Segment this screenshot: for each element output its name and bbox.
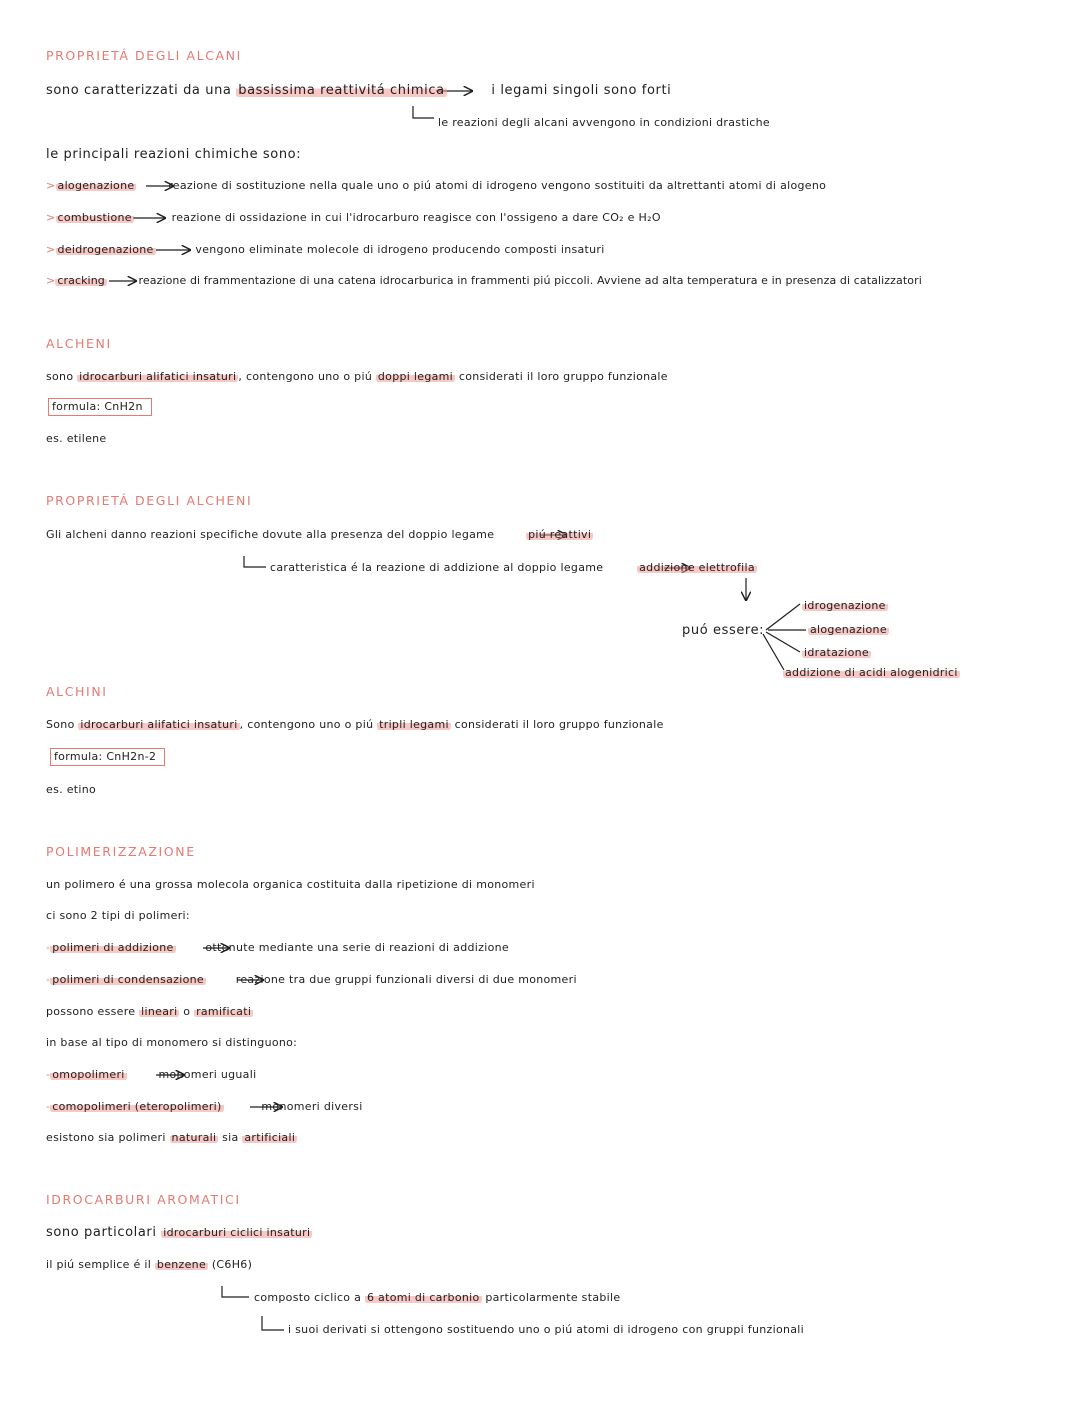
alchini-definition xyxy=(46,716,664,734)
text: , contengono uno o piú xyxy=(239,718,374,731)
text: vengono eliminate molecole di idrogeno producendo composti insaturi xyxy=(195,243,605,256)
reaction-deidrogenazione xyxy=(46,241,605,259)
benzene-sub xyxy=(254,1289,620,1307)
aromatici-definition xyxy=(46,1224,312,1242)
sub-arrow xyxy=(222,1286,249,1297)
text: sono particolari xyxy=(46,1225,157,1240)
prop-alcheni-sub xyxy=(270,559,757,577)
highlight: polimeri di condensazione xyxy=(52,973,204,986)
highlight: artificiali xyxy=(244,1131,296,1144)
highlight: omopolimeri xyxy=(52,1068,125,1081)
alcheni-example: es. etilene xyxy=(46,432,107,445)
polimeri-addizione xyxy=(46,939,509,957)
highlight: alogenazione xyxy=(57,179,135,192)
bullet: - xyxy=(46,1068,51,1081)
bullet: > xyxy=(46,274,56,287)
text: considerati il loro gruppo funzionale xyxy=(458,370,668,383)
sub-arrow xyxy=(244,556,266,567)
sub-arrow xyxy=(262,1316,284,1330)
text: monomeri diversi xyxy=(261,1100,363,1113)
highlight: polimeri di addizione xyxy=(52,941,174,954)
highlight: addizione elettrofila xyxy=(639,561,755,574)
highlight: lineari xyxy=(141,1005,178,1018)
section-title-polimerizzazione: POLIMERIZZAZIONE xyxy=(46,844,196,859)
text: sono caratterizzati da una xyxy=(46,83,232,98)
section-title-prop-alcheni: PROPRIETÁ DEGLI ALCHENI xyxy=(46,493,253,508)
type-item xyxy=(808,621,889,639)
branch-line xyxy=(766,604,800,630)
text: possono essere xyxy=(46,1005,136,1018)
section-title-alcheni: ALCHENI xyxy=(46,336,112,351)
text: caratteristica é la reazione di addizione al doppio legame xyxy=(270,561,604,574)
text: considerati il loro gruppo funzionale xyxy=(454,718,664,731)
highlight: addizione di acidi alogenidrici xyxy=(785,666,958,679)
text: il piú semplice é il xyxy=(46,1258,152,1271)
text: sono xyxy=(46,370,74,383)
polimeri-origin xyxy=(46,1129,297,1147)
highlight: naturali xyxy=(171,1131,217,1144)
highlight: bassissima reattivitá chimica xyxy=(238,83,445,98)
highlight: tripli legami xyxy=(379,718,449,731)
text: reazione di sostituzione nella quale uno o piú atomi di idrogeno vengono sostituiti da altrettanti atomi di alogeno xyxy=(168,179,827,192)
highlight: alogenazione xyxy=(810,623,887,636)
section-title-aromatici: IDROCARBURI AROMATICI xyxy=(46,1192,241,1207)
highlight: idratazione xyxy=(804,646,869,659)
text: Sono xyxy=(46,718,75,731)
highlight: cracking xyxy=(57,274,105,287)
bullet: > xyxy=(46,211,56,224)
comopolimeri xyxy=(46,1098,363,1116)
type-item xyxy=(802,597,888,615)
highlight: idrocarburi ciclici insaturi xyxy=(163,1226,311,1239)
text: reazione tra due gruppi funzionali diversi di due monomeri xyxy=(235,973,577,986)
bullet: - xyxy=(46,1100,51,1113)
reaction-cracking xyxy=(46,272,922,290)
section-title-alchini: ALCHINI xyxy=(46,684,108,699)
highlight: deidrogenazione xyxy=(57,243,154,256)
text: esistono sia polimeri xyxy=(46,1131,166,1144)
polimeri-condensazione xyxy=(46,971,577,989)
alcheni-formula xyxy=(48,398,152,416)
alchini-example: es. etino xyxy=(46,783,97,796)
text: o xyxy=(183,1005,191,1018)
monomero-intro: in base al tipo di monomero si distinguono: xyxy=(46,1036,298,1049)
alchini-formula xyxy=(50,748,165,766)
reactions-intro: le principali reazioni chimiche sono: xyxy=(46,147,302,162)
text: sia xyxy=(222,1131,239,1144)
reaction-combustione xyxy=(46,209,661,227)
type-item xyxy=(783,664,960,682)
benzene-line xyxy=(46,1256,252,1274)
derivati-line: i suoi derivati si ottengono sostituendo uno o piú atomi di idrogeno con gruppi funzionali xyxy=(288,1323,804,1336)
text: particolarmente stabile xyxy=(485,1291,621,1304)
formula-box: formula: CnH2n xyxy=(48,398,152,416)
highlight: ramificati xyxy=(196,1005,252,1018)
text: ottenute mediante una serie di reazioni di addizione xyxy=(205,941,509,954)
can-be-label: puó essere: xyxy=(682,623,765,638)
highlight: idrogenazione xyxy=(804,599,886,612)
bullet: > xyxy=(46,243,56,256)
sub-arrow xyxy=(413,106,434,118)
highlight: idrocarburi alifatici insaturi xyxy=(80,718,238,731)
polimero-definition: un polimero é una grossa molecola organica costituita dalla ripetizione di monomeri xyxy=(46,878,535,891)
bullet: - xyxy=(46,973,51,986)
bullet: > xyxy=(46,179,56,192)
alcheni-definition xyxy=(46,368,668,386)
text: reazione di ossidazione in cui l'idrocarburo reagisce con l'ossigeno a dare CO₂ e H₂O xyxy=(171,211,661,224)
formula-box: formula: CnH2n-2 xyxy=(50,748,165,766)
polimeri-shape xyxy=(46,1003,253,1021)
highlight: idrocarburi alifatici insaturi xyxy=(79,370,237,383)
text: i legami singoli sono forti xyxy=(491,83,672,98)
omopolimeri xyxy=(46,1066,256,1084)
text: composto ciclico a xyxy=(254,1291,362,1304)
text: , contengono uno o piú xyxy=(238,370,373,383)
highlight: 6 atomi di carbonio xyxy=(366,1291,480,1304)
text: (C6H6) xyxy=(211,1258,253,1271)
text: reazione di frammentazione di una catena idrocarburica in frammenti piú piccoli. Avviene ad alta temperatura e in presenza di catalizzatori xyxy=(138,274,922,287)
prop-alcheni-line xyxy=(46,526,593,544)
highlight: doppi legami xyxy=(377,370,454,383)
bullet: - xyxy=(46,941,51,954)
type-item xyxy=(802,644,871,662)
branch-line xyxy=(763,634,784,670)
alcani-intro xyxy=(46,82,671,100)
text: monomeri uguali xyxy=(158,1068,257,1081)
text: Gli alcheni danno reazioni specifiche dovute alla presenza del doppio legame xyxy=(46,528,495,541)
highlight: piú reattivi xyxy=(528,528,592,541)
alcani-intro-sub: le reazioni degli alcani avvengono in condizioni drastiche xyxy=(438,116,770,129)
highlight: benzene xyxy=(156,1258,207,1271)
polimeri-types-intro: ci sono 2 tipi di polimeri: xyxy=(46,909,190,922)
reaction-alogenazione xyxy=(46,177,826,195)
highlight: comopolimeri (eteropolimeri) xyxy=(52,1100,222,1113)
highlight: combustione xyxy=(57,211,132,224)
section-title-alcani: PROPRIETÁ DEGLI ALCANI xyxy=(46,48,242,63)
